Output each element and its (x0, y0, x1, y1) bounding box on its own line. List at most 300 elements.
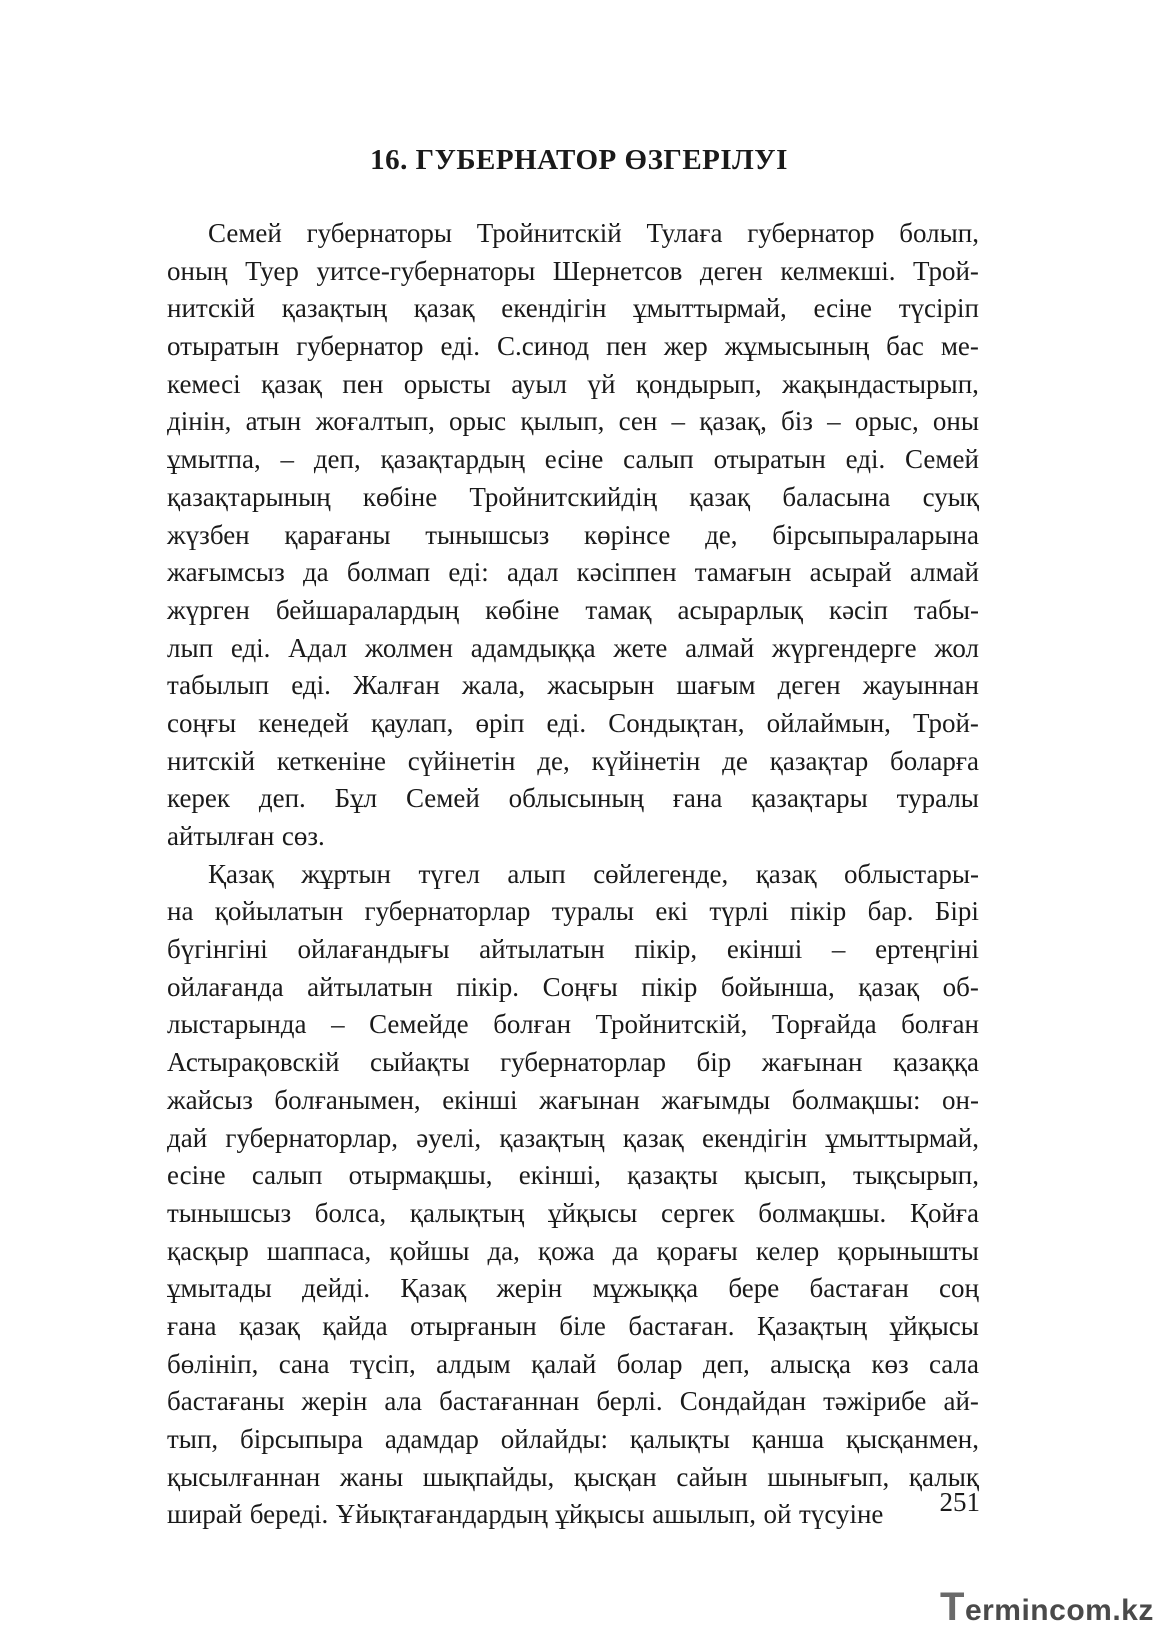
word: екендігін (501, 293, 607, 324)
watermark-text: erminc (964, 1594, 1067, 1627)
word: ертеңгіні (875, 934, 979, 965)
word: қанша (751, 1424, 825, 1454)
word: жұртын (301, 858, 391, 889)
text-line (167, 441, 979, 479)
word: көз (871, 1348, 909, 1379)
word: түсуіне (799, 1499, 884, 1530)
word: ай- (943, 1386, 979, 1417)
word: берлі. (596, 1386, 663, 1417)
word: бірсыпыраларына (772, 519, 979, 550)
word: кеткеніне (276, 745, 386, 776)
text-line (167, 818, 979, 856)
text-line (167, 1308, 979, 1346)
word: тып, (167, 1424, 219, 1454)
word: үй (587, 368, 616, 399)
text-line (167, 554, 979, 592)
word: бастаған (809, 1273, 909, 1304)
word: Семей (208, 218, 282, 248)
word: еді: (448, 557, 489, 588)
word: бере (728, 1273, 780, 1304)
text-line (167, 1496, 979, 1534)
text-line (167, 517, 979, 555)
word: қазақтың (281, 293, 388, 324)
word: пікір. (456, 971, 520, 1002)
word: жағымсыз (167, 557, 285, 588)
word: түсіріп (898, 293, 979, 324)
word: ұйқысы (555, 1499, 645, 1530)
word: Тройнитскийдің (469, 481, 658, 512)
text-line (167, 743, 979, 781)
word: ойлаймын, (766, 707, 891, 738)
word: ала (384, 1386, 423, 1417)
word: деп, (702, 1348, 750, 1379)
word: айтылатын (307, 971, 433, 1002)
word: суық (922, 481, 979, 512)
word: асырай (809, 557, 892, 588)
word: шағым (676, 670, 756, 701)
word: губернаторы (306, 218, 452, 248)
word: бүгінгіні (167, 934, 268, 965)
body-text (167, 215, 979, 1534)
word: екендігін (701, 1122, 808, 1153)
text-line (167, 630, 979, 668)
word: көбіне (485, 594, 560, 625)
word: пікір (790, 896, 847, 927)
word: қазақтардың (380, 444, 525, 475)
word: орыс (449, 406, 507, 437)
word: Семейде (369, 1009, 469, 1040)
word: біз (781, 406, 813, 437)
word: сен (618, 406, 658, 437)
word: біле (559, 1310, 606, 1341)
word: сөйлегенде, (593, 858, 729, 889)
word: дінін, (167, 406, 232, 437)
word: Соңғы (542, 971, 618, 1002)
word: оны (932, 406, 979, 437)
word: қазақ (413, 293, 475, 324)
word: дай (167, 1122, 208, 1153)
word: пікір (641, 971, 698, 1002)
word: бөлініп, (167, 1348, 259, 1379)
word: Торғайда (771, 1009, 877, 1040)
word: қорынышты (837, 1235, 979, 1266)
word: туралы (896, 783, 979, 814)
word: бас (886, 331, 924, 362)
word: түсіп, (349, 1348, 416, 1379)
word: жұмысының (724, 331, 870, 362)
word: жете (613, 632, 668, 663)
word: нитскій (167, 745, 256, 776)
word: салып (623, 444, 694, 475)
word: нитскій (167, 293, 256, 324)
word: келер (755, 1235, 820, 1266)
page-number: 251 (939, 1487, 980, 1517)
word: сана (278, 1348, 330, 1379)
word: облыстары- (844, 858, 979, 889)
word: қазақ, (699, 406, 767, 437)
word: бірсыпыра (240, 1424, 363, 1454)
word: деген (699, 255, 763, 286)
word: Бұл (334, 783, 378, 814)
word: кенедей (258, 707, 349, 738)
word: еді. (546, 707, 587, 738)
word: ойлайды: (500, 1424, 608, 1454)
watermark-letter-t: T (940, 1585, 965, 1629)
word: жер (663, 331, 708, 362)
text-line (167, 1346, 979, 1384)
word: Адал (288, 632, 348, 663)
word: болса, (314, 1197, 387, 1228)
word: пікір, (634, 934, 698, 965)
word: да, (487, 1235, 520, 1266)
word: соң (939, 1273, 979, 1304)
word: түгел (418, 858, 480, 889)
text-line (167, 592, 979, 630)
word: пен (342, 368, 384, 399)
word: тынышсыз (167, 1197, 292, 1228)
text-line (167, 1459, 979, 1497)
word: алып (507, 858, 566, 889)
word: қазақтарының (167, 481, 331, 512)
word: ұмытады (167, 1273, 272, 1304)
word: қазақ (238, 1310, 300, 1341)
word: губернаторлар (500, 1047, 666, 1078)
word: пен (606, 331, 647, 362)
text-line (167, 479, 979, 517)
word: қысылғаннан (167, 1461, 321, 1492)
word: сүйінетін (407, 745, 516, 776)
word: Трой- (913, 255, 979, 286)
word: айтылған (167, 821, 275, 851)
word: орыс, (854, 406, 919, 437)
word: деген (777, 670, 841, 701)
word: бастаған. (628, 1310, 735, 1341)
word: – (280, 444, 295, 475)
word: кәсіп (828, 594, 888, 625)
word: қазақтар (769, 745, 869, 776)
word: жол (934, 632, 979, 663)
word: деп, (313, 444, 361, 475)
word: қазақ (261, 368, 322, 399)
word: қысып, (744, 1160, 827, 1191)
word: туралы (551, 896, 635, 927)
word: береді. (249, 1499, 329, 1530)
word: қазақтың (499, 1122, 605, 1153)
word: отыратын (167, 331, 280, 362)
word: Қазақ (208, 858, 274, 889)
word: – (671, 406, 686, 437)
word: орысты (403, 368, 491, 399)
word: қысқанмен, (845, 1424, 979, 1454)
word: қазақтары (751, 783, 868, 814)
word: қалықтың (409, 1197, 525, 1228)
word: табы- (914, 594, 979, 625)
word: да (302, 557, 329, 588)
word: есіне (167, 1160, 226, 1191)
word: екінші, (518, 1160, 601, 1191)
word: бойынша, (720, 971, 835, 1002)
word: губернаторлар, (225, 1122, 399, 1153)
word: Шернетсов (552, 255, 683, 286)
word: тамақ (585, 594, 652, 625)
word: бар. (867, 896, 914, 927)
word: сергек (660, 1197, 735, 1228)
word: қазақты (627, 1160, 718, 1191)
word: Тулаға (646, 218, 723, 248)
word: Ұйықтағандардың (335, 1499, 548, 1530)
word: қасқыр (167, 1235, 249, 1266)
word: есіне (813, 293, 873, 324)
word: ширай (167, 1499, 243, 1530)
text-line (167, 705, 979, 743)
word: ауыл (511, 368, 567, 399)
word: боларға (890, 745, 979, 776)
word: губернатор (296, 331, 424, 362)
word: – (331, 1009, 345, 1040)
word: облысының (508, 783, 644, 814)
word: ұйқысы (889, 1310, 979, 1341)
word: шаппаса, (266, 1235, 372, 1266)
text-line (167, 1044, 979, 1082)
word: адамдар (384, 1424, 479, 1454)
word: оның (167, 255, 228, 286)
text-line (167, 1383, 979, 1421)
word: жүрген (167, 594, 250, 625)
word: тықсырып, (852, 1160, 979, 1191)
text-line (167, 893, 979, 931)
text-line (167, 290, 979, 328)
word: ұмытпа, (167, 444, 261, 475)
word: қорағы (656, 1235, 738, 1266)
word: сала (928, 1348, 979, 1379)
word: Бірі (934, 896, 979, 927)
word: жауыннан (862, 670, 979, 701)
text-line (167, 366, 979, 404)
word: жоғалтып, (315, 406, 435, 437)
word: дейді. (301, 1273, 371, 1304)
word: болып, (899, 218, 979, 248)
word: Тройнитскій (476, 218, 622, 248)
page-title: 16. ГУБЕРНАТОР ӨЗГЕРІЛУІ (370, 144, 788, 176)
word: шықпайды, (422, 1461, 555, 1492)
word: тәжірибе (823, 1386, 927, 1417)
word: Сондайдан (679, 1386, 807, 1417)
text-line (167, 215, 979, 253)
word: өріп (475, 707, 525, 738)
word: адал (507, 557, 559, 588)
word: күйінетін (591, 745, 701, 776)
word: шынығып, (767, 1461, 890, 1492)
word: келмекші. (780, 255, 896, 286)
word: де, (537, 745, 570, 776)
word: табылып (167, 670, 270, 701)
word: қалықты (629, 1424, 730, 1454)
word: алмай (685, 632, 755, 663)
word: – (831, 934, 846, 965)
word: жерін (301, 1386, 368, 1417)
word: қондырып, (635, 368, 762, 399)
word: Туер (245, 255, 299, 286)
word: алысқа (770, 1348, 851, 1379)
word: асырарлық (677, 594, 803, 625)
word: бейшаралардың (275, 594, 460, 625)
word: айтылатын (479, 934, 605, 965)
word: Жалған (353, 670, 440, 701)
word: жағымды (661, 1084, 771, 1115)
word: кемесі (167, 368, 241, 399)
word: екінші (726, 934, 803, 965)
word: де (722, 745, 748, 776)
word: салып (251, 1160, 323, 1191)
text-line (167, 403, 979, 441)
word: жерін (496, 1273, 563, 1304)
text-line (167, 1233, 979, 1271)
word: еді. (291, 670, 331, 701)
word: еді. (845, 444, 886, 475)
word: отырғанын (410, 1310, 537, 1341)
word: жолмен (364, 632, 453, 663)
text-line (167, 1120, 979, 1158)
watermark-letter-o: o (1066, 1594, 1086, 1627)
word: Астырақовскій (167, 1047, 340, 1078)
word: мұжыққа (592, 1273, 699, 1304)
word: атын (245, 406, 302, 437)
word: Қазақтың (756, 1310, 868, 1341)
watermark-tail: m.kz (1085, 1594, 1154, 1627)
text-line (167, 1195, 979, 1233)
word: ой (763, 1499, 792, 1530)
word: көрінсе (584, 519, 671, 550)
word: әуелі, (416, 1122, 482, 1153)
word: бастағаны (167, 1386, 285, 1417)
word: Қазақ (400, 1273, 467, 1304)
word: кәсіппен (576, 557, 677, 588)
word: қойылатын (214, 896, 344, 927)
word: адамдыққа (470, 632, 596, 663)
word: болмап (346, 557, 431, 588)
text-line (167, 931, 979, 969)
word: көбіне (362, 481, 438, 512)
word: отыратын (713, 444, 826, 475)
word: ғана (167, 1310, 217, 1341)
word: сыйақты (370, 1047, 470, 1078)
word: қаулап, (371, 707, 454, 738)
word: ме- (940, 331, 979, 362)
word: алдым (436, 1348, 511, 1379)
word: жаны (339, 1461, 404, 1492)
word: лыстарында (167, 1009, 307, 1040)
word: түрлі (709, 896, 769, 927)
word: Тройнитскій, (595, 1009, 748, 1040)
word: тамағын (694, 557, 792, 588)
word: қазақ (858, 971, 920, 1002)
word: бір (696, 1047, 732, 1078)
word: ұмыттырмай, (825, 1122, 979, 1153)
word: Қойға (909, 1197, 979, 1228)
word: – (827, 406, 841, 437)
word: лып (167, 632, 214, 663)
word: жайсыз (167, 1084, 253, 1115)
word: жағынан (761, 1047, 863, 1078)
word: қарағаны (284, 519, 391, 550)
text-line (167, 1421, 979, 1459)
word: қазақ (622, 1122, 684, 1153)
text-line (167, 1157, 979, 1195)
word: болар (616, 1348, 683, 1379)
word: есіне (544, 444, 604, 475)
word: тынышсыз (425, 519, 550, 550)
text-line (167, 253, 979, 291)
word: де, (705, 519, 738, 550)
word: жала, (462, 670, 526, 701)
word: губернаторлар (364, 896, 531, 927)
word: қазаққа (893, 1047, 979, 1078)
word: Семей (405, 783, 480, 814)
word: болған (493, 1009, 572, 1040)
text-line (167, 667, 979, 705)
word: болғанымен, (274, 1084, 421, 1115)
word: жағынан (539, 1084, 640, 1115)
text-line (167, 328, 979, 366)
word: керек (167, 783, 231, 814)
text-line (167, 780, 979, 818)
text-line (167, 1082, 979, 1120)
word: да (612, 1235, 639, 1266)
word: баласына (782, 481, 891, 512)
word: қожа (538, 1235, 595, 1266)
word: қалай (531, 1348, 597, 1379)
word: еді. (230, 632, 271, 663)
word: жақындастырып, (782, 368, 979, 399)
watermark-logo (940, 1585, 1154, 1630)
word: отырмақшы, (348, 1160, 493, 1191)
word: қазақ (755, 858, 817, 889)
word: на (167, 896, 194, 927)
word: қойшы (389, 1235, 470, 1266)
text-line (167, 1270, 979, 1308)
word: ойлағандығы (297, 934, 450, 965)
word: жасырын (547, 670, 655, 701)
word: губернатор (747, 218, 875, 248)
word: ойлағанда (167, 971, 284, 1002)
text-line (167, 969, 979, 1007)
word: қылып, (520, 406, 605, 437)
word: С.синод (497, 331, 590, 362)
word: деп. (258, 783, 306, 814)
word: ғана (672, 783, 723, 814)
text-line (167, 1006, 979, 1044)
word: болған (901, 1009, 979, 1040)
text-line (167, 856, 979, 894)
word: Семей (905, 444, 979, 475)
word: алмай (909, 557, 979, 588)
word: еді. (440, 331, 481, 362)
word: бастағаннан (439, 1386, 580, 1417)
word: жүзбен (167, 519, 250, 550)
word: қысқан (573, 1461, 657, 1492)
word: екінші (442, 1084, 518, 1115)
word: ұмыттырмай, (633, 293, 787, 324)
word: Сондықтан, (608, 707, 745, 738)
word: жүргендерге (771, 632, 917, 663)
word: болмақшы. (758, 1197, 887, 1228)
word: об- (942, 971, 979, 1002)
word: қазақ (689, 481, 751, 512)
word: болмақшы: (791, 1084, 921, 1115)
word: қалық (908, 1461, 979, 1492)
word: екі (655, 896, 688, 927)
word: уитсе-губернаторы (316, 255, 536, 286)
